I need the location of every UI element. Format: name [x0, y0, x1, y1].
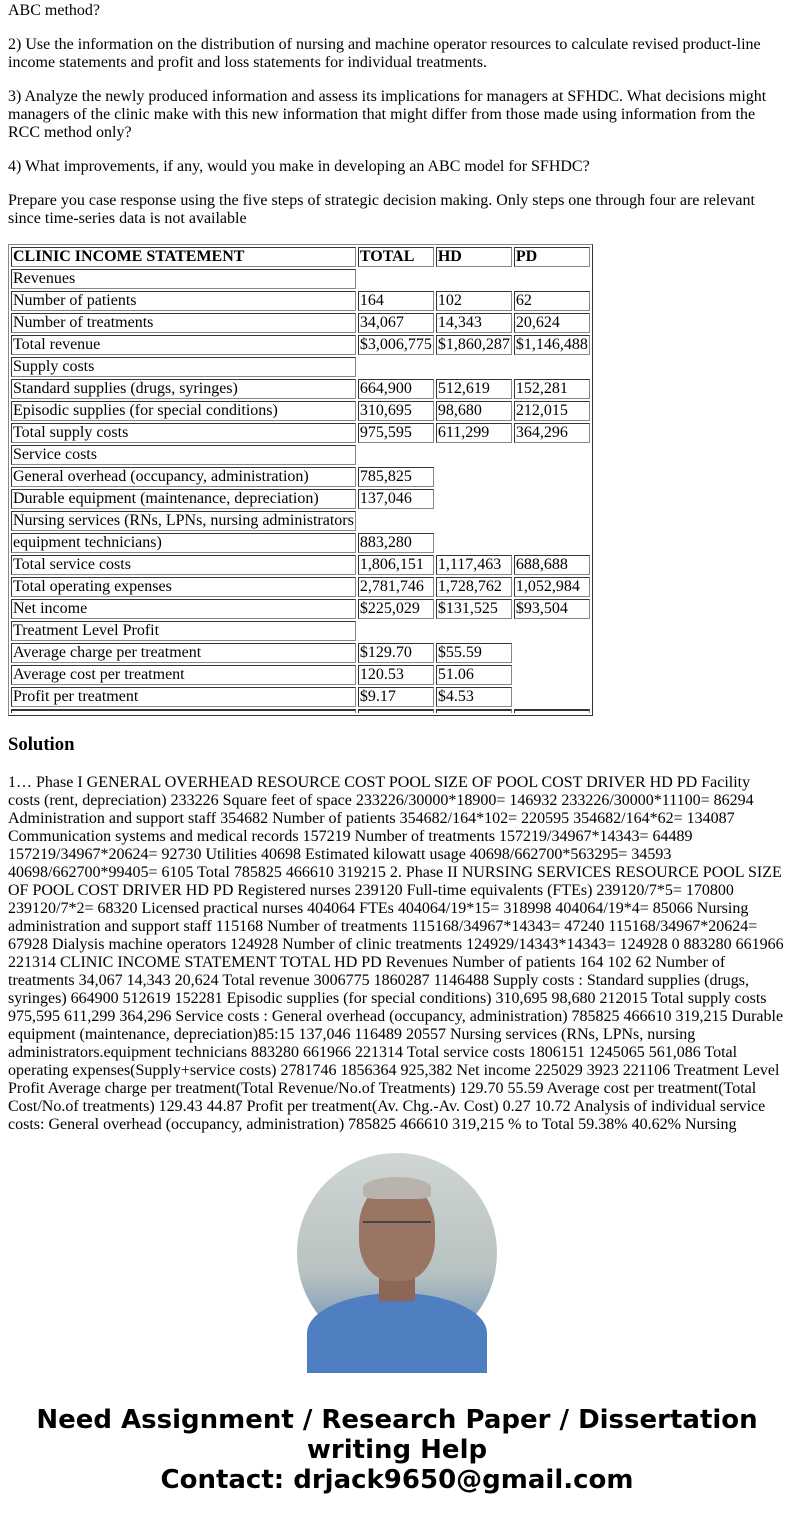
table-cell: Total service costs [11, 555, 356, 575]
table-cell: $1,860,287 [437, 336, 510, 353]
table-cell: 102 [436, 291, 512, 311]
table-cell: Treatment Level Profit [11, 621, 356, 641]
table-cell: $3,006,775 [359, 336, 432, 353]
table-cell: $225,029 [358, 599, 434, 619]
empty-cell [514, 357, 590, 377]
table-cell: Average cost per treatment [11, 665, 356, 685]
table-cell: 664,900 [358, 379, 434, 399]
table-cell: $93,504 [514, 599, 590, 619]
table-row [11, 291, 590, 311]
promo-line-1: Need Assignment / Research Paper / Dissertation writing Help [36, 1405, 758, 1465]
table-row [11, 401, 590, 421]
table-cell: $131,525 [436, 599, 512, 619]
solution-text: 1… Phase I GENERAL OVERHEAD RESOURCE COST POOL SIZE OF POOL COST DRIVER HD PD Facility costs (rent, depreciation) 233226 Square feet of space 233226/30000*18900= 146932 233226/30000*11100= 86294 Administration and support staff 354682 Number of patients 354682/164*102= 220595 354682/164*62= 134087 Communication systems and medical records 157219 Number of treatments 157219/34967*14343= 64489 157219/34967*20624= 92730 Utilities 40698 Estimated kilowatt usage 40698/662700*563295= 34593 40698/662700*99405= 6105 Total 785825 466610 319215 2. Phase II NURSING SERVICES RESOURCE POOL SIZE OF POOL COST DRIVER HD PD Registered nurses 239120 Full-time equivalents (FTEs) 239120/7*5= 170800 239120/7*2= 68320 Licensed practical nurses 404064 FTEs 404064/19*15= 318998 404064/19*4= 85066 Nursing administration and support staff 115168 Number of treatments 115168/34967*14343= 47240 115168/34967*20624= 67928 Dialysis machine operators 124928 Number of clinic treatments 124929/14343*14343= 124928 0 883280 661966 221314 CLINIC INCOME STATEMENT TOTAL HD PD Revenues Number of patients 164 102 62 Number of treatments 34,067 14,343 20,624 Total revenue 3006775 1860287 1146488 Supply costs : Standard supplies (drugs, syringes) 664900 512619 152281 Episodic supplies (for special conditions) 310,695 98,680 212015 Total supply costs 975,595 611,299 364,296 Service costs : General overhead (occupancy, administration) 785825 466610 319,215 Durable equipment (maintenance, depreciation)85:15 137,046 116489 20557 Nursing services (RNs, LPNs, nursing administrators.equipment technicians 883280 661966 221314 Total service costs 1806151 1245065 561,086 Total operating expenses(Supply+service costs) 2781746 1856364 925,382 Net income 225029 3923 221106 Treatment Level Profit Average charge per treatment(Total Revenue/No.of Treatments) 129.70 55.59 Average cost per treatment(Total Cost/No.of treatments) 129.43 44.87 Profit per treatment(Av. Chg.-Av. Cost) 0.27 10.72 Analysis of individual service costs: General overhead (occupancy, administration) 785825 466610 319,215 % to Total 59.38% 40.62% Nursing [8, 774, 784, 1133]
empty-cell [436, 489, 512, 509]
empty-cell [436, 467, 512, 487]
promo-banner [0, 1405, 794, 1495]
table-cell: 212,015 [514, 401, 590, 421]
table-row [11, 533, 590, 553]
empty-cell [514, 511, 590, 531]
empty-cell [358, 445, 434, 465]
table-cell: 98,680 [436, 401, 512, 421]
table-row [11, 643, 590, 663]
table-cell: 1,806,151 [358, 555, 434, 575]
empty-cell [436, 621, 512, 641]
author-avatar [297, 1153, 497, 1353]
table-cell [514, 709, 590, 713]
table-cell: 62 [514, 291, 590, 311]
table-cell: 611,299 [436, 423, 512, 443]
empty-cell [514, 687, 590, 707]
table-row [11, 511, 590, 531]
table-cell: Revenues [11, 269, 356, 289]
table-row [11, 577, 590, 597]
empty-cell [358, 511, 434, 531]
table-cell: 164 [358, 291, 434, 311]
header-cell: HD [436, 247, 512, 267]
table-cell: 688,688 [514, 555, 590, 575]
table-cell: 364,296 [514, 423, 590, 443]
empty-cell [514, 445, 590, 465]
empty-cell [514, 489, 590, 509]
table-cell: equipment technicians) [11, 533, 356, 553]
table-cell: Durable equipment (maintenance, depreciation) [11, 489, 356, 509]
empty-cell [514, 621, 590, 641]
table-row [11, 313, 590, 333]
table-row [11, 599, 590, 619]
table-cell: $55.59 [436, 643, 512, 663]
header-cell: PD [514, 247, 590, 267]
promo-contact: Contact: drjack9650@gmail.com [160, 1465, 634, 1495]
table-cell: 137,046 [358, 489, 434, 509]
empty-cell [436, 533, 512, 553]
empty-cell [358, 357, 434, 377]
header-cell: TOTAL [358, 247, 434, 267]
table-row [11, 687, 590, 707]
table-cell [11, 709, 356, 713]
table-row [11, 379, 590, 399]
table-cell: Total supply costs [11, 423, 356, 443]
table-row [11, 467, 590, 487]
table-cell: 34,067 [358, 313, 434, 333]
empty-cell [514, 533, 590, 553]
table-row [11, 489, 590, 509]
table-cell: Number of treatments [11, 313, 356, 333]
empty-cell [514, 467, 590, 487]
table-cell: 51.06 [436, 665, 512, 685]
instructions: Prepare you case response using the five steps of strategic decision making. Only steps one through four are relevant since time-series data is not available [8, 192, 755, 227]
table-cell: 2,781,746 [358, 577, 434, 597]
table-cell: 883,280 [358, 533, 434, 553]
question-4: 4) What improvements, if any, would you make in developing an ABC model for SFHDC? [8, 158, 590, 175]
table-row [11, 423, 590, 443]
empty-cell [358, 621, 434, 641]
question-2: 2) Use the information on the distribution of nursing and machine operator resources to calculate revised product-line income statements and profit and loss statements for individual treatments. [8, 36, 761, 71]
question-1-tail: ABC method? [8, 2, 100, 19]
empty-cell [514, 269, 590, 289]
table-cell: 512,619 [436, 379, 512, 399]
table-cell: 1,117,463 [436, 555, 512, 575]
table-cell: Supply costs [11, 357, 356, 377]
table-cell: $1,146,488 [515, 336, 588, 353]
clinic-income-statement-table [8, 244, 593, 716]
table-cell: 152,281 [514, 379, 590, 399]
table-cell [436, 709, 512, 713]
table-cell: 785,825 [358, 467, 434, 487]
table-row [11, 555, 590, 575]
document-body [8, 0, 786, 1133]
table-cell: 120.53 [358, 665, 434, 685]
table-cell: Number of patients [11, 291, 356, 311]
table-cell: Nursing services (RNs, LPNs, nursing administrators [13, 512, 354, 529]
table-cell: $9.17 [358, 687, 434, 707]
empty-cell [514, 643, 590, 663]
table-row [11, 357, 590, 377]
empty-cell [358, 269, 434, 289]
solution-heading: Solution [8, 734, 75, 755]
empty-cell [436, 511, 512, 531]
table-cell: Episodic supplies (for special conditions) [11, 401, 356, 421]
empty-cell [436, 445, 512, 465]
table-row [11, 709, 590, 713]
empty-cell [436, 357, 512, 377]
table-cell: Net income [11, 599, 356, 619]
table-cell: 1,728,762 [436, 577, 512, 597]
table-cell: Service costs [11, 445, 356, 465]
table-header-row [11, 247, 590, 267]
table-cell: Profit per treatment [11, 687, 356, 707]
header-cell: CLINIC INCOME STATEMENT [11, 247, 356, 267]
table-cell: $129.70 [358, 643, 434, 663]
empty-cell [514, 665, 590, 685]
table-cell: Average charge per treatment [11, 643, 356, 663]
table-cell: Standard supplies (drugs, syringes) [11, 379, 356, 399]
table-row [11, 665, 590, 685]
table-row [11, 269, 590, 289]
table-cell: 14,343 [436, 313, 512, 333]
table-row [11, 335, 590, 355]
table-cell: 975,595 [358, 423, 434, 443]
table-cell: Total revenue [11, 335, 356, 355]
question-3: 3) Analyze the newly produced information and assess its implications for managers at SFHDC. What decisions might managers of the clinic make with this new information that might differ from those made using information from the RCC method only? [8, 88, 767, 141]
table-cell: 1,052,984 [514, 577, 590, 597]
table-row [11, 621, 590, 641]
empty-cell [436, 269, 512, 289]
table-cell [358, 709, 434, 713]
table-cell: $4.53 [436, 687, 512, 707]
table-cell: 310,695 [358, 401, 434, 421]
table-cell: General overhead (occupancy, administration) [11, 467, 356, 487]
table-cell: 20,624 [514, 313, 590, 333]
table-cell: Total operating expenses [11, 577, 356, 597]
table-row [11, 445, 590, 465]
